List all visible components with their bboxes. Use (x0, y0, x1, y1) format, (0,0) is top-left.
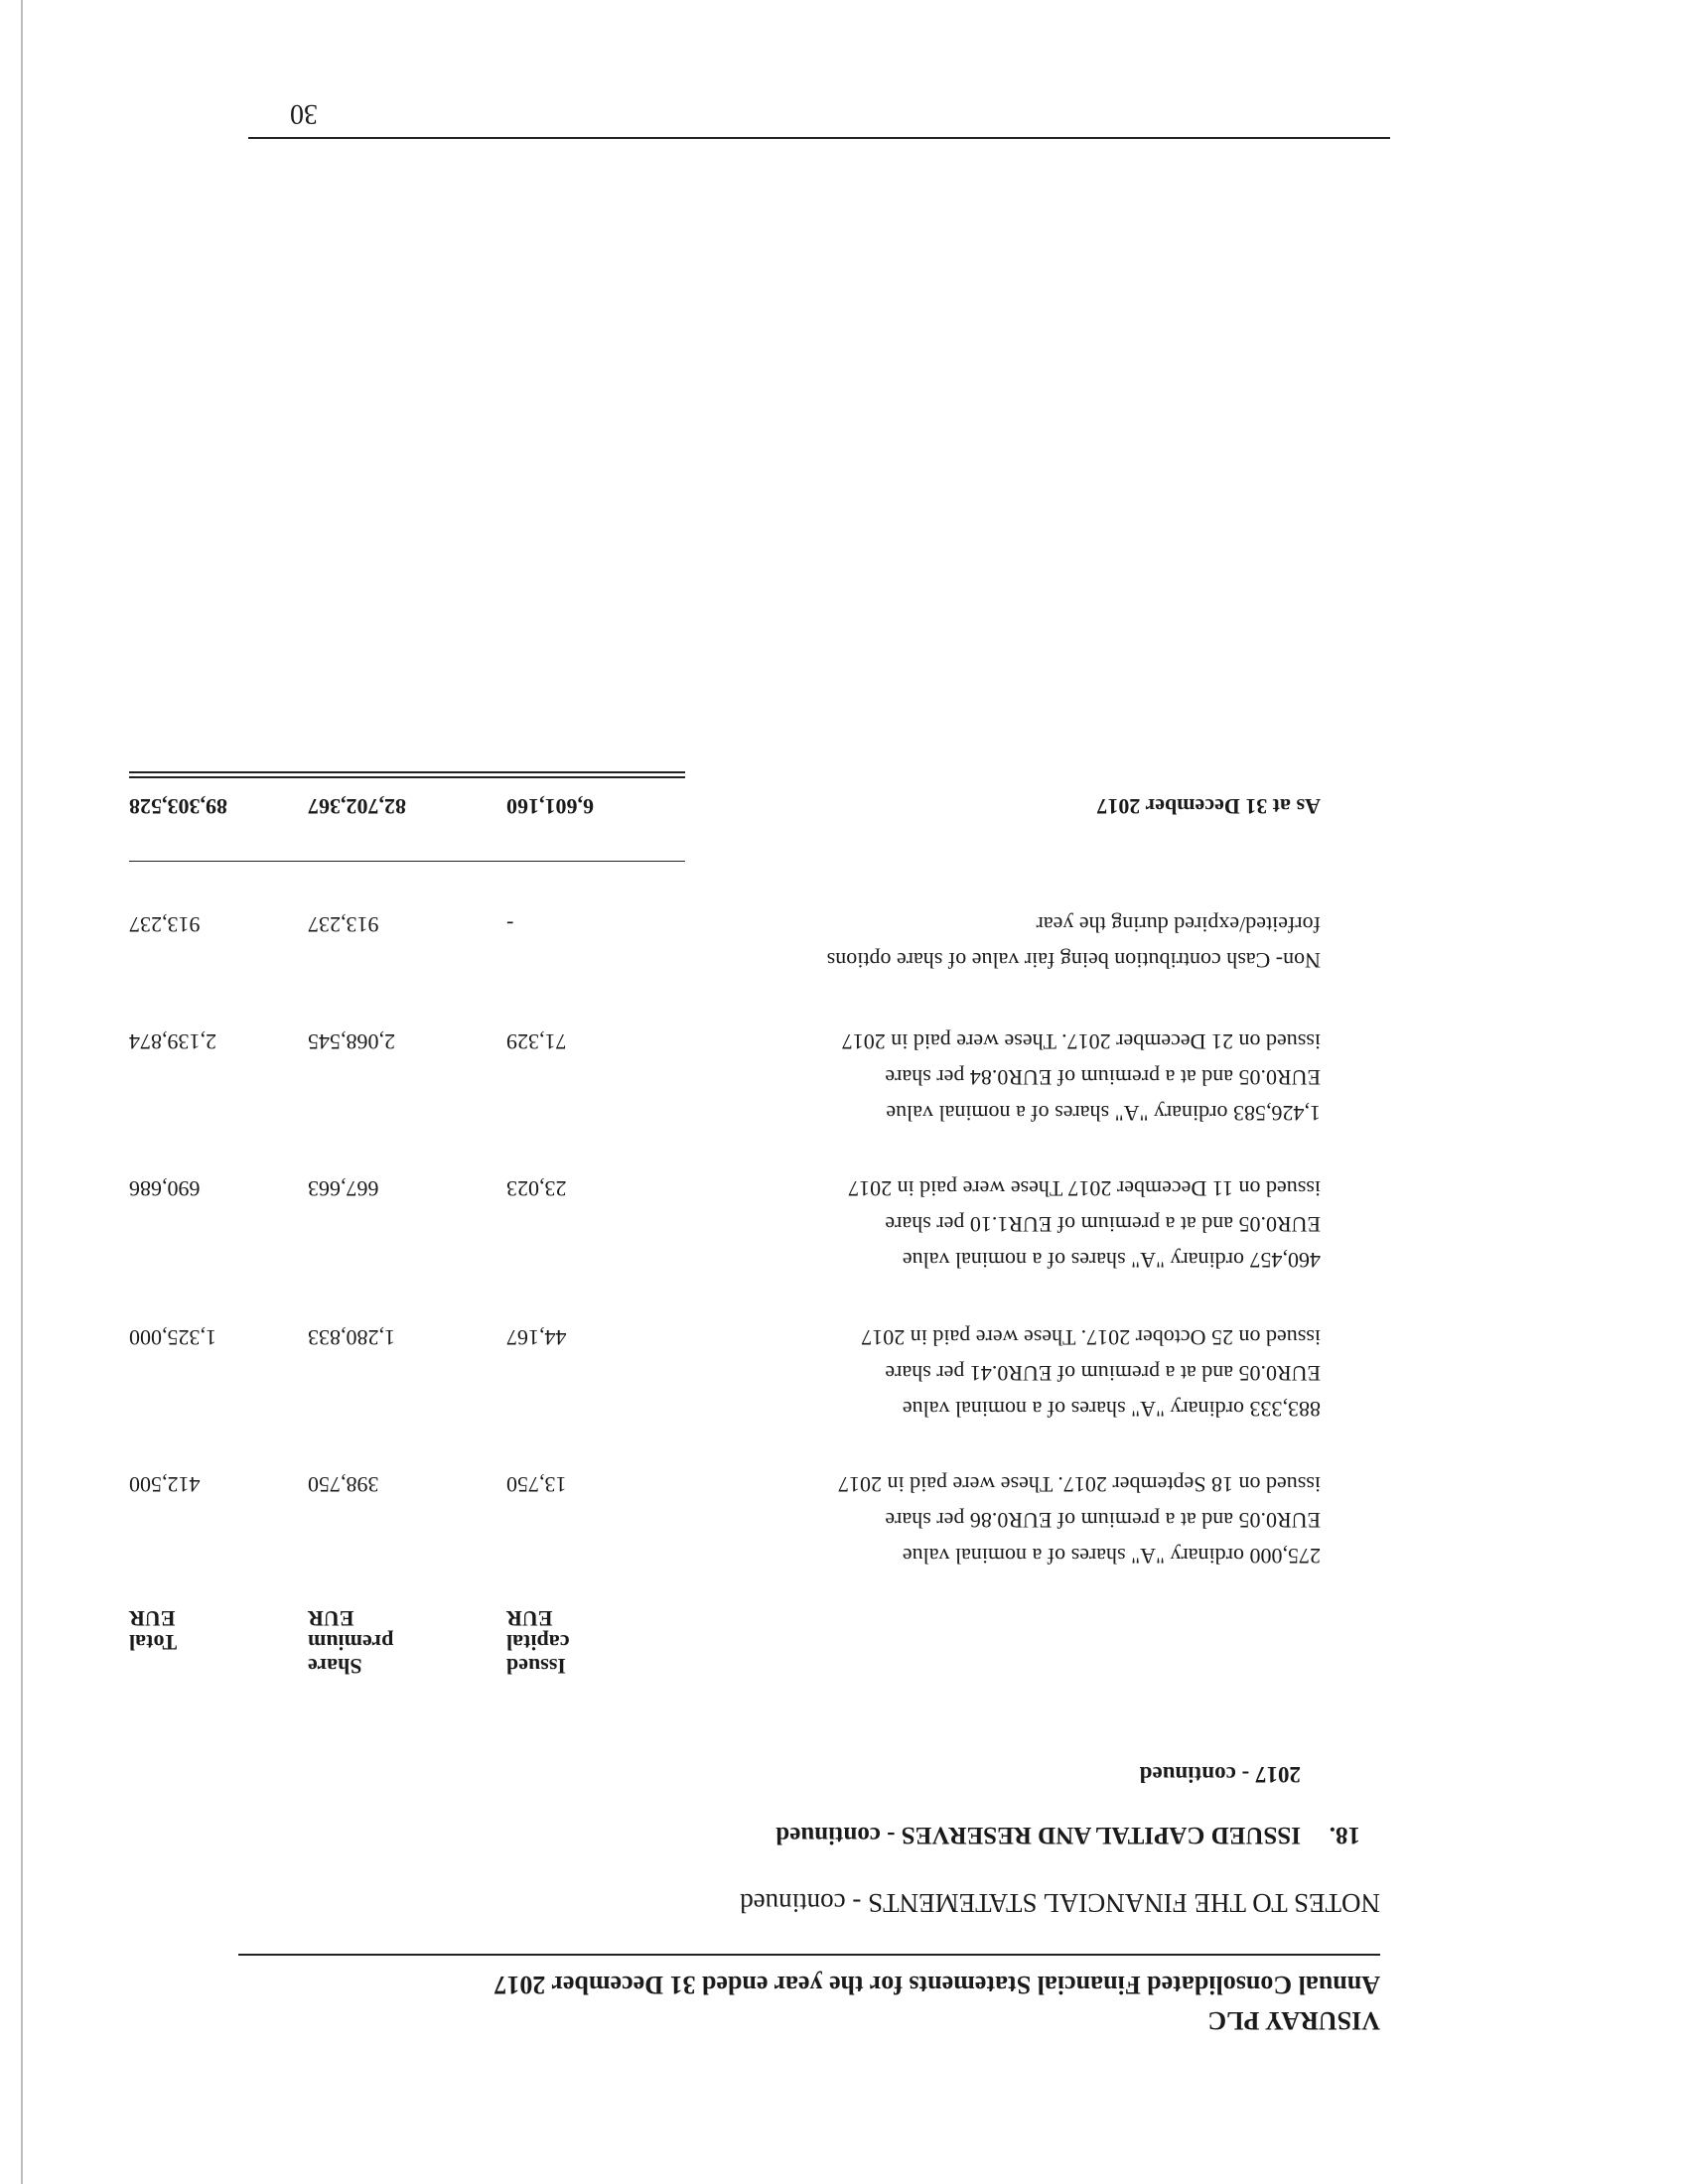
row-description-line: 1,426,583 ordinary "A" shares of a nominal value (886, 1101, 1321, 1126)
col-total-line: Total (129, 1630, 178, 1655)
row-share-premium: 1,280,833 (308, 1325, 395, 1350)
row-description-line: 460,457 ordinary "A" shares of a nominal value (902, 1248, 1321, 1273)
row-description-line: 883,333 ordinary "A" shares of a nominal value (902, 1397, 1321, 1422)
row-issued-capital: 44,167 (506, 1325, 567, 1350)
row-issued-capital: 23,023 (506, 1176, 567, 1201)
subtotal-rule (129, 861, 685, 862)
row-issued-capital: 71,329 (506, 1029, 567, 1054)
row-description-line: 275,000 ordinary "A" shares of a nominal value (902, 1544, 1321, 1569)
row-share-premium: 2,068,545 (308, 1029, 395, 1054)
closing-issued-capital: 6,601,160 (506, 794, 594, 819)
row-issued-capital: 13,750 (506, 1472, 567, 1497)
header-rule (238, 1954, 1380, 1956)
row-description-line: issued on 11 December 2017 These were paid in 2017 (848, 1176, 1321, 1201)
row-total: 1,325,000 (129, 1325, 216, 1350)
total-double-rule (129, 771, 685, 773)
closing-total: 89,303,528 (129, 794, 227, 819)
row-description-line: issued on 21 December 2017. These were paid in 2017 (841, 1029, 1321, 1054)
col-share-premium-line: premium (308, 1630, 394, 1655)
col-issued-capital-line: capital (506, 1630, 570, 1655)
col-issued-capital-line: EUR (506, 1606, 553, 1631)
section-title: ISSUED CAPITAL AND RESERVES - continued (775, 1822, 1301, 1848)
footer-rule (248, 137, 1390, 139)
col-total (129, 1606, 308, 1654)
report-subtitle: Annual Consolidated Financial Statements for the year ended 31 December 2017 (493, 1971, 1380, 1999)
row-description-line: forfeited/expired during the year (1036, 912, 1321, 937)
section-subtitle: 2017 - continued (1139, 1762, 1301, 1787)
row-total: 2,139,874 (129, 1029, 216, 1054)
row-share-premium: 398,750 (308, 1472, 379, 1497)
row-description-line: Non- Cash contribution being fair value of share options (826, 948, 1321, 973)
company-name: VISURAY PLC (1207, 2006, 1380, 2035)
total-double-rule (129, 776, 685, 778)
col-issued-capital (506, 1606, 685, 1678)
row-description-line: EUR0.05 and at a premium of EUR0.86 per share (885, 1508, 1321, 1533)
page-number: 30 (290, 98, 318, 129)
row-total: 412,500 (129, 1472, 201, 1497)
row-total: 913,237 (129, 912, 201, 937)
row-description-line: EUR0.05 and at a premium of EUR1.10 per share (885, 1212, 1321, 1237)
col-total-line: EUR (129, 1606, 176, 1631)
closing-label: As at 31 December 2017 (1096, 794, 1321, 819)
closing-share-premium: 82,702,367 (308, 794, 406, 819)
row-description-line: issued on 18 September 2017. These were paid in 2017 (838, 1472, 1321, 1497)
row-description-line: issued on 25 October 2017. These were paid in 2017 (861, 1325, 1321, 1350)
section-number: 18. (1329, 1822, 1360, 1848)
scan-edge (21, 0, 23, 2184)
col-issued-capital-line: Issued (506, 1654, 566, 1679)
row-share-premium: 913,237 (308, 912, 379, 937)
col-share-premium-line: Share (308, 1654, 362, 1679)
row-issued-capital: - (506, 912, 514, 937)
row-description-line: EUR0.05 and at a premium of EUR0.41 per share (885, 1361, 1321, 1386)
row-total: 690,686 (129, 1176, 201, 1201)
row-description-line: EUR0.05 and at a premium of EUR0.84 per share (885, 1065, 1321, 1090)
col-share-premium-line: EUR (308, 1606, 354, 1631)
col-share-premium (308, 1606, 487, 1678)
row-share-premium: 667,663 (308, 1176, 379, 1201)
notes-title: NOTES TO THE FINANCIAL STATEMENTS - continued (740, 1888, 1380, 1918)
